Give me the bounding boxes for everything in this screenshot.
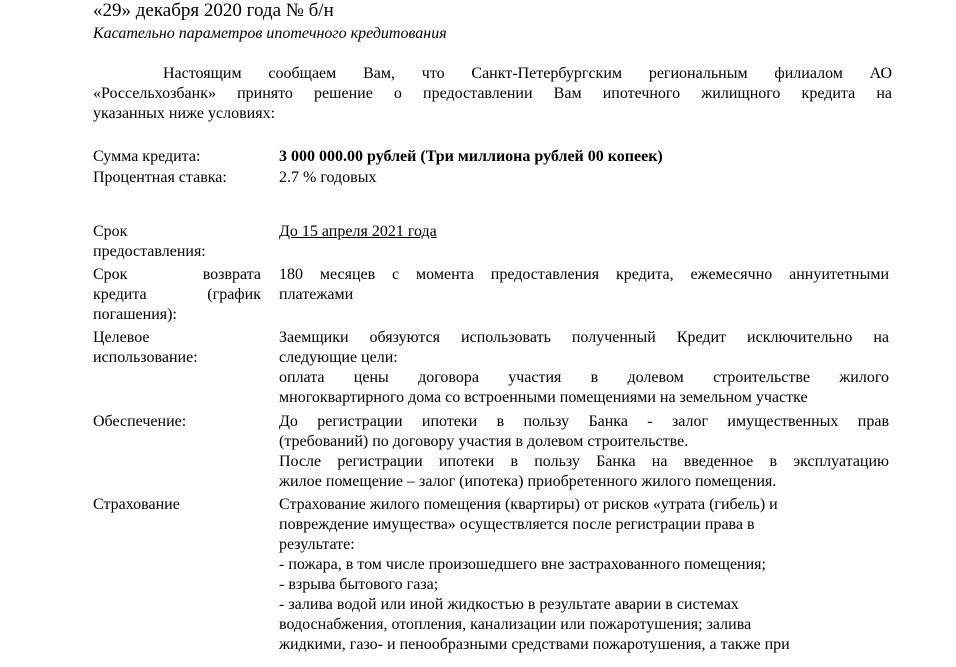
term-label: Сумма кредита: (93, 148, 201, 165)
term-label: Процентная ставка: (93, 169, 227, 186)
term-label: Целевое использование: (93, 329, 198, 366)
term-label: Срок предоставления: (93, 223, 206, 260)
intro-line: «Россельхозбанк» принято решение о предоставлении Вам ипотечного жилищного кредита на (93, 85, 892, 102)
intro-line: Настоящим сообщаем Вам, что Санкт-Петербургским региональным филиалом АО (163, 65, 892, 82)
term-value: 2.7 % годовых (279, 169, 377, 186)
intro-paragraph (93, 64, 892, 124)
term-value: Заемщики обязуются использовать полученный Кредит исключительно на следующие цели: оплата цены договора участия в долевом строительстве жилого многоквартирного дома со встроенными помещениями на земельном участке (279, 329, 889, 406)
term-value: 3 000 000.00 рублей (Три миллиона рублей 00 копеек) (279, 148, 663, 165)
document-subject: Касательно параметров ипотечного кредитования (93, 25, 447, 42)
term-value: 180 месяцев с момента предоставления кредита, ежемесячно аннуитетными платежами (279, 266, 889, 303)
term-value: До 15 апреля 2021 года (279, 223, 437, 240)
term-value: Страхование жилого помещения (квартиры) от рисков «утрата (гибель) и повреждение имущества» осуществляется после регистрации права в результате: - пожара, в том числе произошедшего вне застрахованного помещения; - взрыва бытового газа; - залива водой или иной жидкостью в результате аварии в системах водоснабжения, отопления, канализации или пожаротушения; залива жидкими, газо- и пенообразными средствами пожаротушения, а также при (279, 496, 790, 653)
document-date: «29» декабря 2020 года № б/н (93, 0, 334, 21)
term-value: До регистрации ипотеки в пользу Банка - залог имущественных прав (требований) по договору участия в долевом строительстве. После регистрации ипотеки в пользу Банка на введенное в эксплуатацию жилое помещение – залог (ипотека) приобретенного жилого помещения. (279, 413, 889, 490)
intro-line: указанных ниже условиях: (93, 105, 276, 122)
term-label: Страхование (93, 496, 180, 513)
term-label: Обеспечение: (93, 413, 187, 430)
term-label: Срок возврата кредита (график погашения): (93, 266, 261, 323)
